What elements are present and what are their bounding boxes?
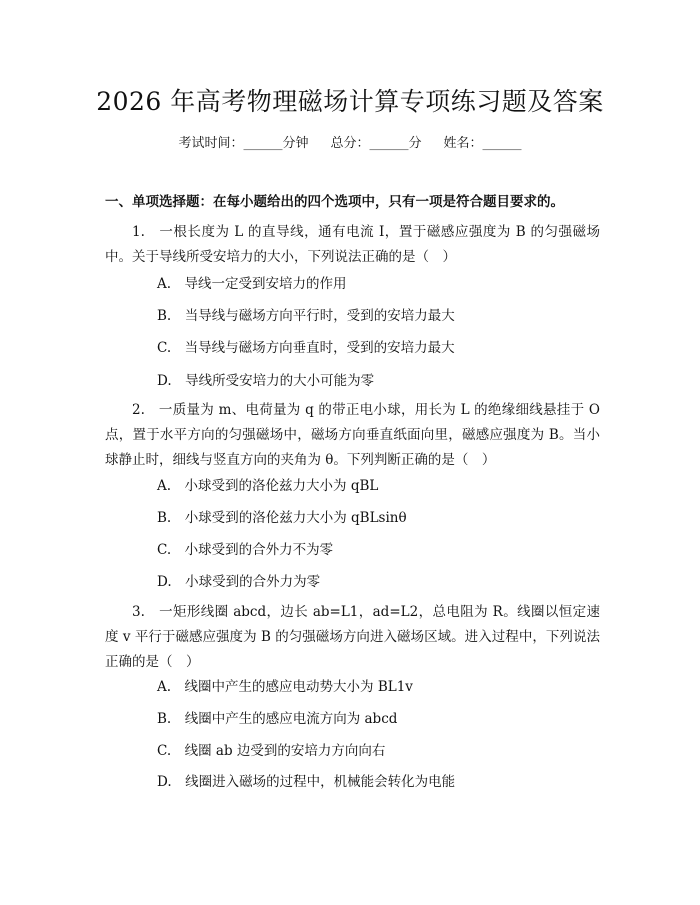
question-2-option-d: D. 小球受到的合外力为零 (157, 574, 321, 590)
section-heading: 一、单项选择题：在每小题给出的四个选项中，只有一项是符合题目要求的。 (105, 194, 564, 210)
exam-name-field: 姓名：______ (443, 136, 522, 151)
exam-info-line (0, 132, 700, 151)
question-1-option-d: D. 导线所受安培力的大小可能为零 (157, 373, 375, 389)
question-1-option-b: B. 当导线与磁场方向平行时，受到的安培力最大 (157, 308, 455, 324)
question-1-option-c: C. 当导线与磁场方向垂直时，受到的安培力最大 (157, 340, 455, 356)
exam-time-field: 考试时间：______分钟 (178, 136, 309, 151)
question-1-option-a: A. 导线一定受到安培力的作用 (157, 276, 347, 292)
question-3-option-a: A. 线圈中产生的感应电动势大小为 BL1v (157, 679, 413, 695)
question-2-text: 2. 一质量为 m、电荷量为 q 的带正电小球，用长为 L 的绝缘细线悬挂于 O 点，置于水平方向的匀强磁场中，磁场方向垂直纸面向里，磁感应强度为 B。当小球静止时，细线与竖直方向的夹角为 θ。下列判断正确的是（ ） (105, 402, 600, 468)
question-3-option-d: D. 线圈进入磁场的过程中，机械能会转化为电能 (157, 774, 456, 790)
question-2-option-a: A. 小球受到的洛伦兹力大小为 qBL (157, 478, 379, 494)
page-title: 2026 年高考物理磁场计算专项练习题及答案 (96, 87, 604, 116)
question-3-option-b: B. 线圈中产生的感应电流方向为 abcd (157, 711, 398, 727)
question-3-text: 3. 一矩形线圈 abcd，边长 ab=L1，ad=L2，总电阻为 R。线圈以恒定速度 v 平行于磁感应强度为 B 的匀强磁场方向进入磁场区域。进入过程中，下列说法正确的是（ ） (105, 604, 600, 670)
question-2-option-c: C. 小球受到的合外力不为零 (157, 542, 334, 558)
question-2-option-b: B. 小球受到的洛伦兹力大小为 qBLsinθ (157, 510, 407, 526)
question-1-text: 1. 一根长度为 L 的直导线，通有电流 I，置于磁感应强度为 B 的匀强磁场中。关于导线所受安培力的大小，下列说法正确的是（ ） (105, 224, 600, 265)
exam-score-field: 总分：______分 (330, 136, 422, 151)
question-3-option-c: C. 线圈 ab 边受到的安培力方向向右 (157, 743, 386, 759)
